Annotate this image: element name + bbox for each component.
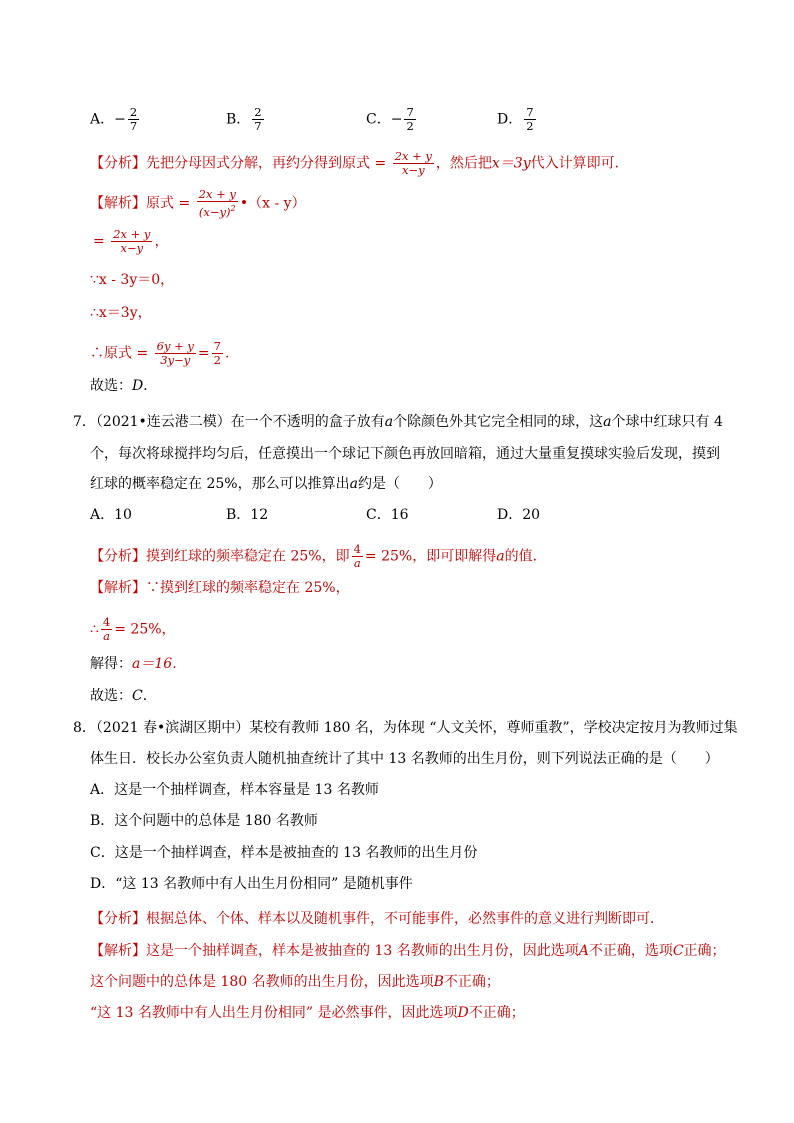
condition: x＝3y xyxy=(491,155,531,172)
q6-option-a xyxy=(90,106,141,133)
q7-option-a: A．10 xyxy=(90,507,132,523)
q7-option-b: B．12 xyxy=(226,507,269,523)
numerator: 2 xyxy=(254,105,262,119)
answer-end: ． xyxy=(143,378,158,394)
q6-solution-line-2 xyxy=(93,228,168,255)
solution-text: “这 13 名教师中有人出生月份相同” 是必然事件，因此选项 xyxy=(90,1005,458,1021)
q7-answer xyxy=(90,686,157,706)
answer-prefix: 故选： xyxy=(90,378,132,394)
numerator: 2 xyxy=(129,105,138,119)
solution-text: 原式 = xyxy=(146,195,191,212)
denominator: 2 xyxy=(526,119,534,133)
answer-end: ． xyxy=(142,688,157,704)
q7-option-c: C．16 xyxy=(366,507,409,523)
q8-option-c: C．这是一个抽样调查，样本是被抽查的 13 名教师的出生月份 xyxy=(90,845,478,861)
question-text: 个除颜色外其它完全相同的球，这 xyxy=(393,414,604,430)
option-ref: C xyxy=(672,943,684,959)
fraction xyxy=(155,340,196,367)
answer-choice: C xyxy=(132,688,143,704)
q6-analysis xyxy=(90,150,629,177)
numerator: 2x + y xyxy=(198,187,236,201)
q8-option-a: A．这是一个抽样调查，样本容量是 13 名教师 xyxy=(90,782,379,798)
denominator: 3y−y xyxy=(160,353,191,367)
q8-option-d: D．“这 13 名教师中有人出生月份相同” 是随机事件 xyxy=(90,876,413,892)
analysis-text: 摸到红球的频率稳定在 25%，即 xyxy=(146,548,350,565)
denominator: a xyxy=(103,629,111,643)
solution-text: 这是一个抽样调查，样本是被抽查的 13 名教师的出生月份，因此选项 xyxy=(146,943,579,959)
denominator: a xyxy=(353,556,361,570)
q7-solution-line-3 xyxy=(90,654,186,674)
option-label: A． xyxy=(90,111,115,128)
option-ref: A xyxy=(578,943,589,959)
q7-analysis xyxy=(90,543,547,570)
solution-text: 解得： xyxy=(90,656,132,672)
solution-text: ． xyxy=(224,345,239,362)
fraction xyxy=(128,106,139,133)
denominator: x−y xyxy=(120,241,144,255)
solution-text: 正确； xyxy=(683,943,726,959)
analysis-text: 代入计算即可． xyxy=(530,155,629,172)
solution-text: •（x - y） xyxy=(239,195,306,212)
q7-stem-line-3 xyxy=(90,474,442,494)
therefore-sign: ∴ xyxy=(90,621,99,638)
numerator: 2x + y xyxy=(394,149,432,163)
q7-option-d: D．20 xyxy=(497,507,541,523)
minus-sign: − xyxy=(114,111,126,128)
fraction xyxy=(101,616,112,643)
question-text: 7．（2021•连云港二模）在一个不透明的盒子放有 xyxy=(73,414,385,430)
numerator: 7 xyxy=(406,105,414,119)
q7-solution-line-2 xyxy=(90,616,176,643)
solution-tag: 【解析】 xyxy=(90,195,146,212)
variable: a xyxy=(349,476,358,492)
option-label: C． xyxy=(366,111,391,128)
numerator: 2x + y xyxy=(113,227,151,241)
solution-text: 不正确，选项 xyxy=(588,943,673,959)
numerator: 7 xyxy=(526,105,534,119)
option-ref: B xyxy=(433,974,444,990)
option-label: B． xyxy=(226,111,251,128)
fraction xyxy=(111,228,152,255)
fraction xyxy=(212,340,223,367)
solution-text: ， xyxy=(154,233,169,250)
minus-sign: − xyxy=(390,111,403,128)
q8-solution-line-1 xyxy=(90,941,726,961)
analysis-tag: 【分析】 xyxy=(90,911,146,927)
fraction xyxy=(393,150,434,177)
numerator: 7 xyxy=(213,339,221,353)
solution-text: 不正确； xyxy=(443,974,500,990)
solution-text: ∵摸到红球的频率稳定在 25%， xyxy=(146,580,350,596)
fraction xyxy=(252,106,263,133)
solution-tag: 【解析】 xyxy=(90,580,146,596)
denominator: 7 xyxy=(129,119,138,133)
question-text: 红球的概率稳定在 25%，那么可以推算出 xyxy=(90,476,350,492)
option-label: D． xyxy=(497,111,523,128)
fraction xyxy=(524,106,535,133)
fraction xyxy=(197,188,238,219)
analysis-text: = 25%，即可即解得 xyxy=(364,548,497,565)
q8-solution-line-3 xyxy=(90,1003,525,1023)
option-ref: D xyxy=(457,1005,469,1021)
q7-solution-line-1 xyxy=(90,578,350,598)
analysis-text: 先把分母因式分解，再约分得到原式 = xyxy=(146,155,387,172)
denominator: x−y xyxy=(401,163,425,177)
denominator-base: (x−y) xyxy=(198,204,231,219)
analysis-text: 的值． xyxy=(504,548,547,565)
q6-option-c xyxy=(366,106,418,133)
q8-stem-line-2: 体生日．校长办公室负责人随机抽查统计了其中 13 名教师的出生月份，则下列说法正确的是（ ） xyxy=(90,751,719,767)
denominator: 7 xyxy=(254,119,262,133)
solution-text: = 25%， xyxy=(114,621,176,638)
q6-option-d xyxy=(497,106,538,133)
solution-text: 不正确； xyxy=(468,1005,525,1021)
q8-analysis xyxy=(90,909,664,929)
answer-prefix: 故选： xyxy=(90,688,132,704)
q7-stem-line-1 xyxy=(73,412,723,432)
answer-choice: D xyxy=(132,378,144,394)
variable: a xyxy=(496,548,505,565)
q6-answer xyxy=(90,376,157,396)
solution-text: 这个问题中的总体是 180 名教师的出生月份，因此选项 xyxy=(90,974,434,990)
analysis-text: ，然后把 xyxy=(435,155,492,172)
q8-option-b: B．这个问题中的总体是 180 名教师 xyxy=(90,813,318,829)
fraction xyxy=(404,106,415,133)
analysis-text: 根据总体、个体、样本以及随机事件，不可能事件，必然事件的意义进行判断即可． xyxy=(146,911,664,927)
analysis-tag: 【分析】 xyxy=(90,548,146,565)
exponent: 2 xyxy=(230,204,236,213)
analysis-tag: 【分析】 xyxy=(90,155,146,172)
solution-value: a＝16． xyxy=(132,656,187,672)
q8-stem-line-1: 8．（2021 春•滨湖区期中）某校有教师 180 名，为体现 “人文关怀，尊师重教”，学校决定按月为教师过集 xyxy=(73,720,738,736)
solution-tag: 【解析】 xyxy=(90,943,146,959)
denominator xyxy=(197,202,238,219)
denominator: 2 xyxy=(406,119,414,133)
q8-solution-line-2 xyxy=(90,972,500,992)
q6-solution-line-1 xyxy=(90,188,306,219)
numerator: 4 xyxy=(353,542,361,556)
equals-sign: = xyxy=(197,345,210,362)
q6-solution-line-3: ∵x - 3y＝0， xyxy=(90,272,175,288)
variable: a xyxy=(603,414,612,430)
variable: a xyxy=(384,414,394,430)
q7-stem-line-2: 个，每次将球搅拌均匀后，任意摸出一个球记下颜色再放回暗箱，通过大量重复摸球实验后发现，摸到 xyxy=(90,446,720,462)
question-text: 约是（ ） xyxy=(357,476,442,492)
fraction xyxy=(352,543,363,570)
equals-sign: = xyxy=(93,233,105,250)
numerator: 4 xyxy=(102,615,111,629)
denominator: 2 xyxy=(213,353,221,367)
numerator: 6y + y xyxy=(156,339,194,353)
question-text: 个球中红球只有 4 xyxy=(611,414,723,430)
q6-solution-line-4: ∴x＝3y， xyxy=(90,305,152,321)
q6-solution-line-5 xyxy=(90,340,239,367)
solution-text: ∴原式 = xyxy=(90,345,149,362)
q6-option-b xyxy=(226,106,266,133)
